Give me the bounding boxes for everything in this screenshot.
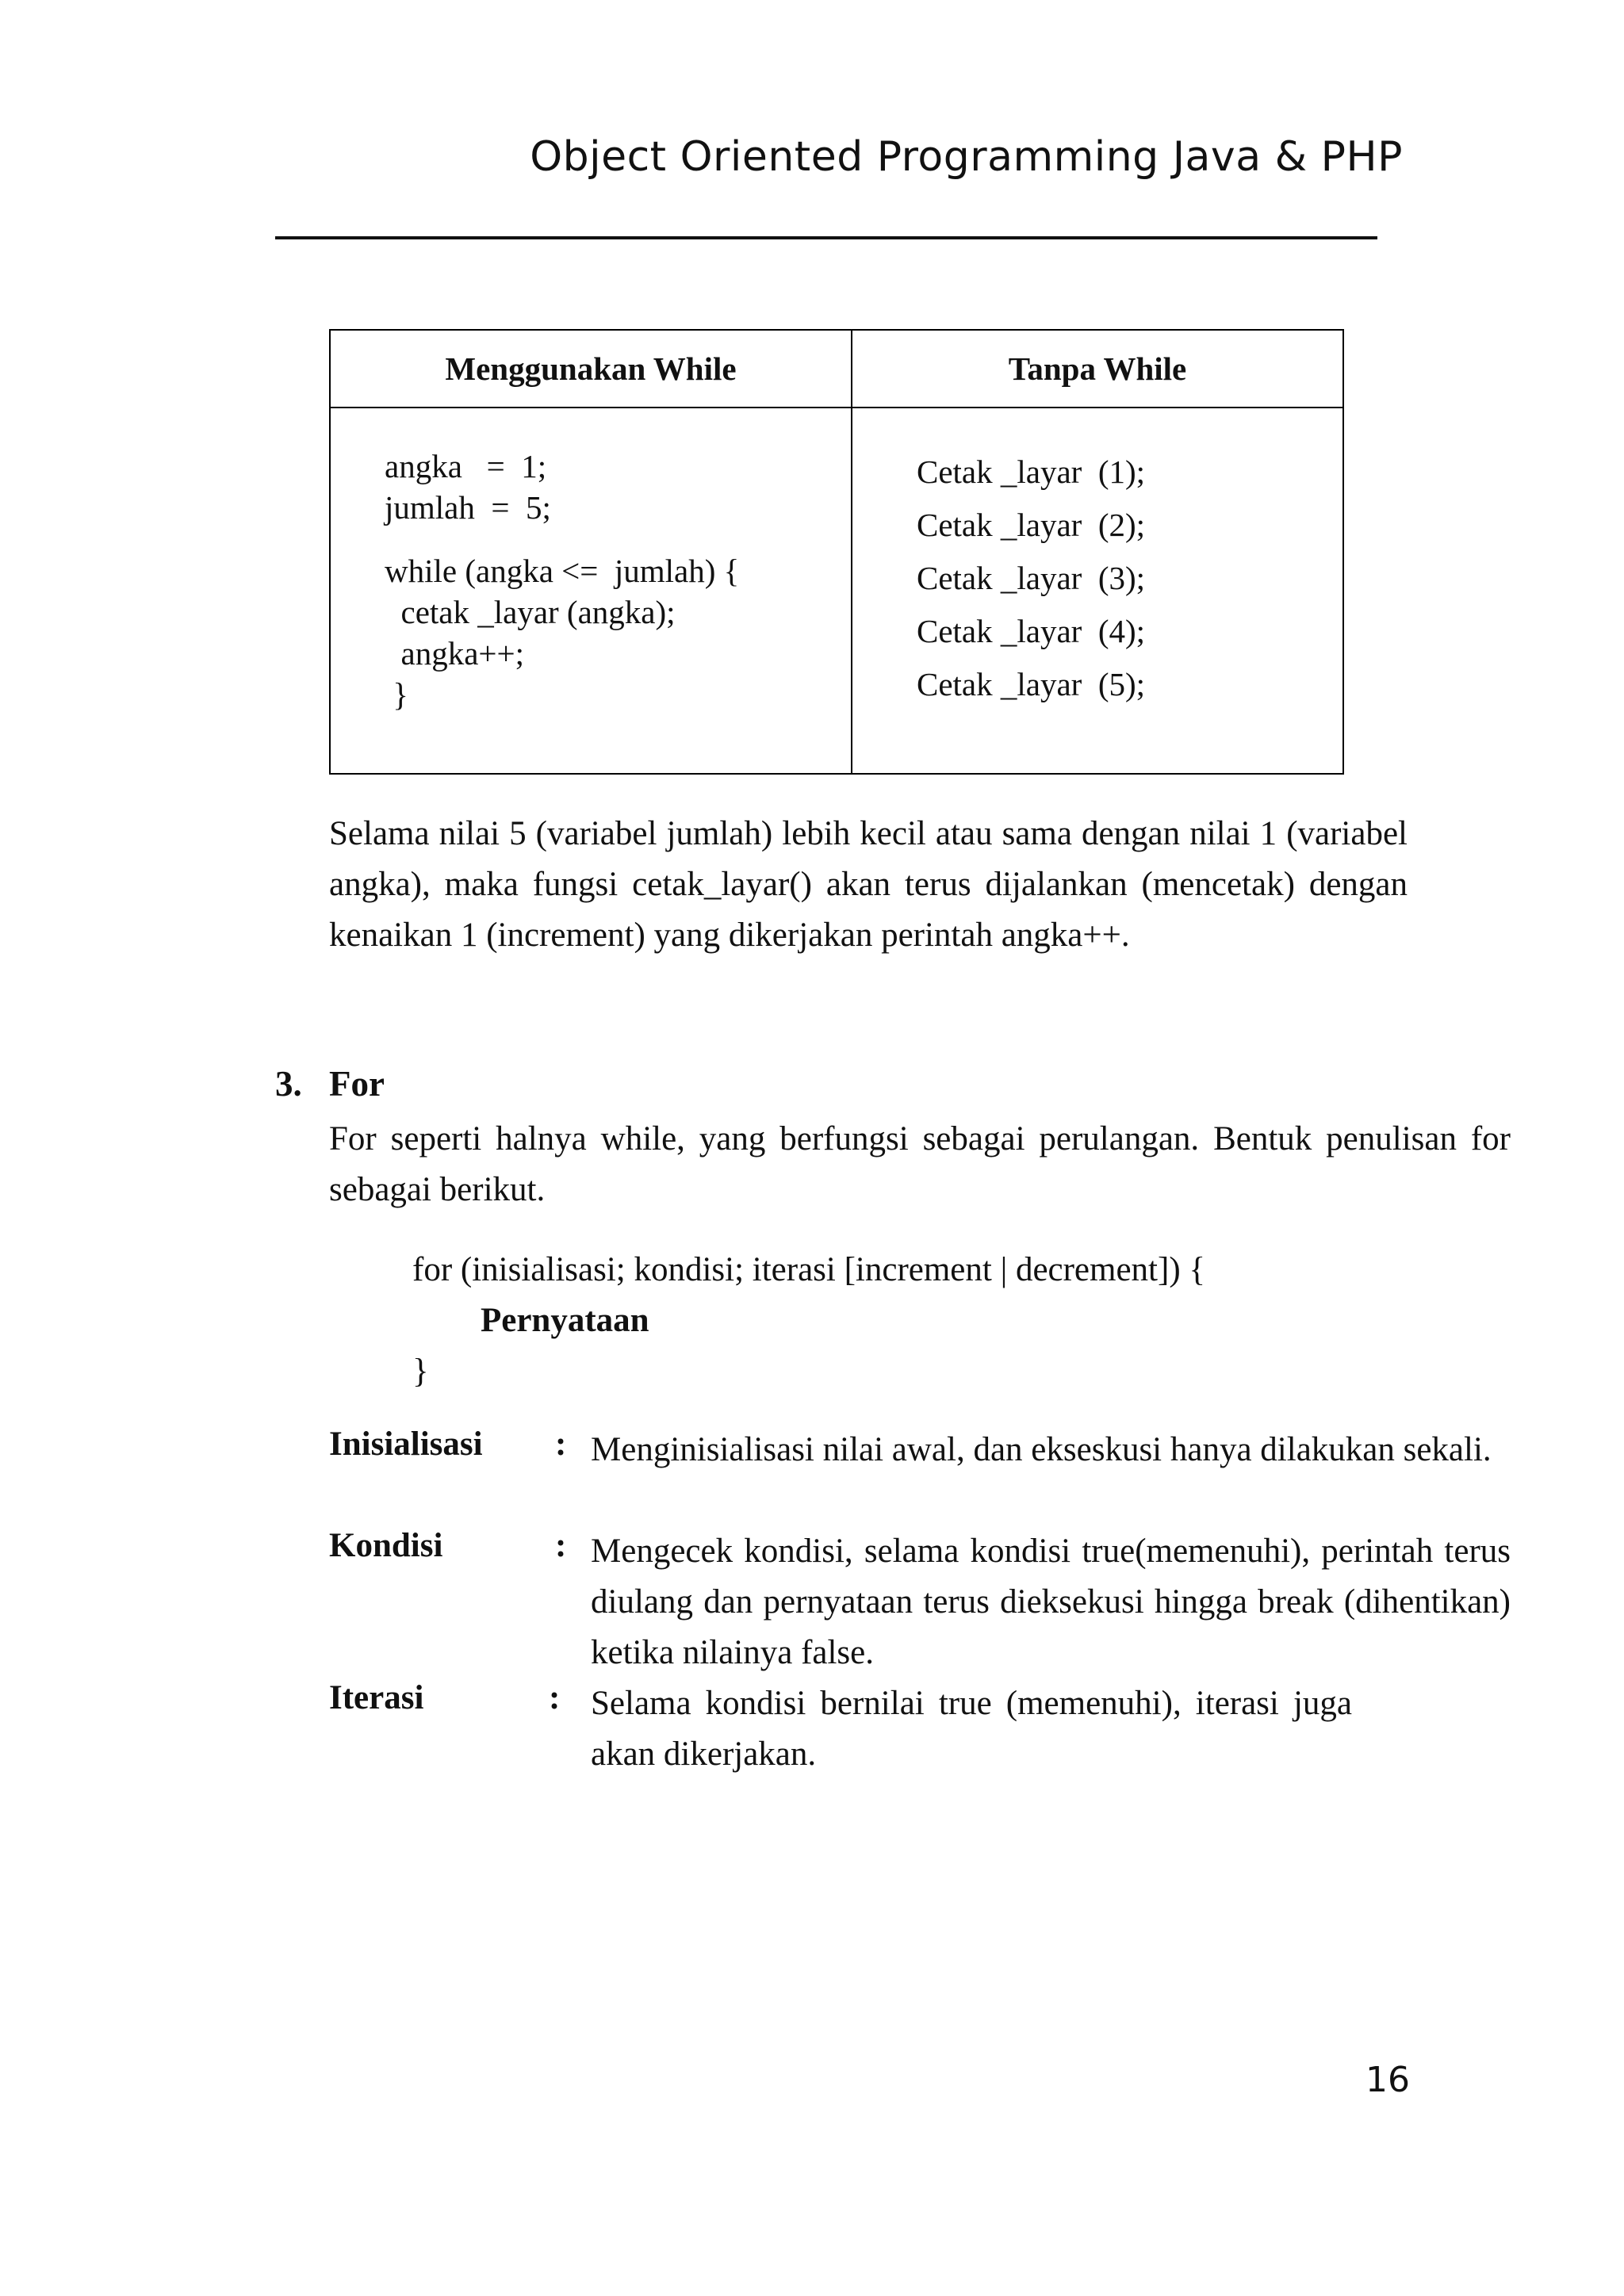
section-number: 3. [275,1064,302,1104]
while-explanation-paragraph: Selama nilai 5 (variabel jumlah) lebih kecil atau sama dengan nilai 1 (variabel angka), maka fungsi cetak_layar() akan terus dijalankan (mencetak) dengan kenaikan 1 (increment) yang dikerjakan perintah angka++. [329,815,1408,954]
syntax-line: } [412,1353,429,1390]
code-line: jumlah = 5; [385,489,551,526]
definition-colon: : [555,1527,567,1564]
table-header-with-while: Menggunakan While [445,350,737,387]
definition-term-kondisi: Kondisi [329,1527,443,1564]
section-title: For [329,1064,385,1104]
running-header-title: Object Oriented Programming Java & PHP [530,133,1403,181]
while-code-block [385,446,739,715]
no-while-code-block [917,446,1145,711]
table-header-divider [331,407,1342,408]
header-rule [275,236,1377,239]
syntax-line: for (inisialisasi; kondisi; iterasi [increment | decrement]) { [412,1251,1206,1288]
definition-text-iterasi: Selama kondisi bernilai true (memenuhi), iterasi juga akan dikerjakan. [591,1685,1352,1773]
code-line: Cetak _layar (5); [917,666,1146,702]
code-line: angka = 1; [385,448,547,484]
definition-text-inisialisasi: Menginisialisasi nilai awal, dan ekseskusi hanya dilakukan sekali. [591,1431,1492,1468]
code-line: Cetak _layar (1); [917,453,1146,490]
definition-term-iterasi: Iterasi [329,1679,424,1716]
code-line: } [385,676,408,713]
comparison-table [329,329,1344,775]
code-line: Cetak _layar (2); [917,507,1146,543]
code-line: Cetak _layar (4); [917,613,1146,649]
page-number: 16 [1365,2060,1410,2100]
for-syntax-block [412,1245,1205,1397]
definition-colon: : [555,1425,567,1463]
definition-colon: : [549,1679,561,1716]
code-line: cetak _layar (angka); [385,594,676,630]
syntax-body: Pernyataan [481,1302,649,1339]
code-line: while (angka <= jumlah) { [385,553,740,589]
for-description-paragraph: For seperti halnya while, yang berfungsi sebagai perulangan. Bentuk penulisan for sebagai berikut. [329,1120,1511,1208]
definition-text-kondisi: Mengecek kondisi, selama kondisi true(memenuhi), perintah terus diulang dan pernyataan terus dieksekusi hingga break (dihentikan) ketika nilainya false. [591,1533,1511,1671]
code-line: Cetak _layar (3); [917,560,1146,596]
table-header-without-while: Tanpa While [1008,350,1187,387]
code-line: angka++; [385,635,525,672]
definition-term-inisialisasi: Inisialisasi [329,1425,483,1463]
